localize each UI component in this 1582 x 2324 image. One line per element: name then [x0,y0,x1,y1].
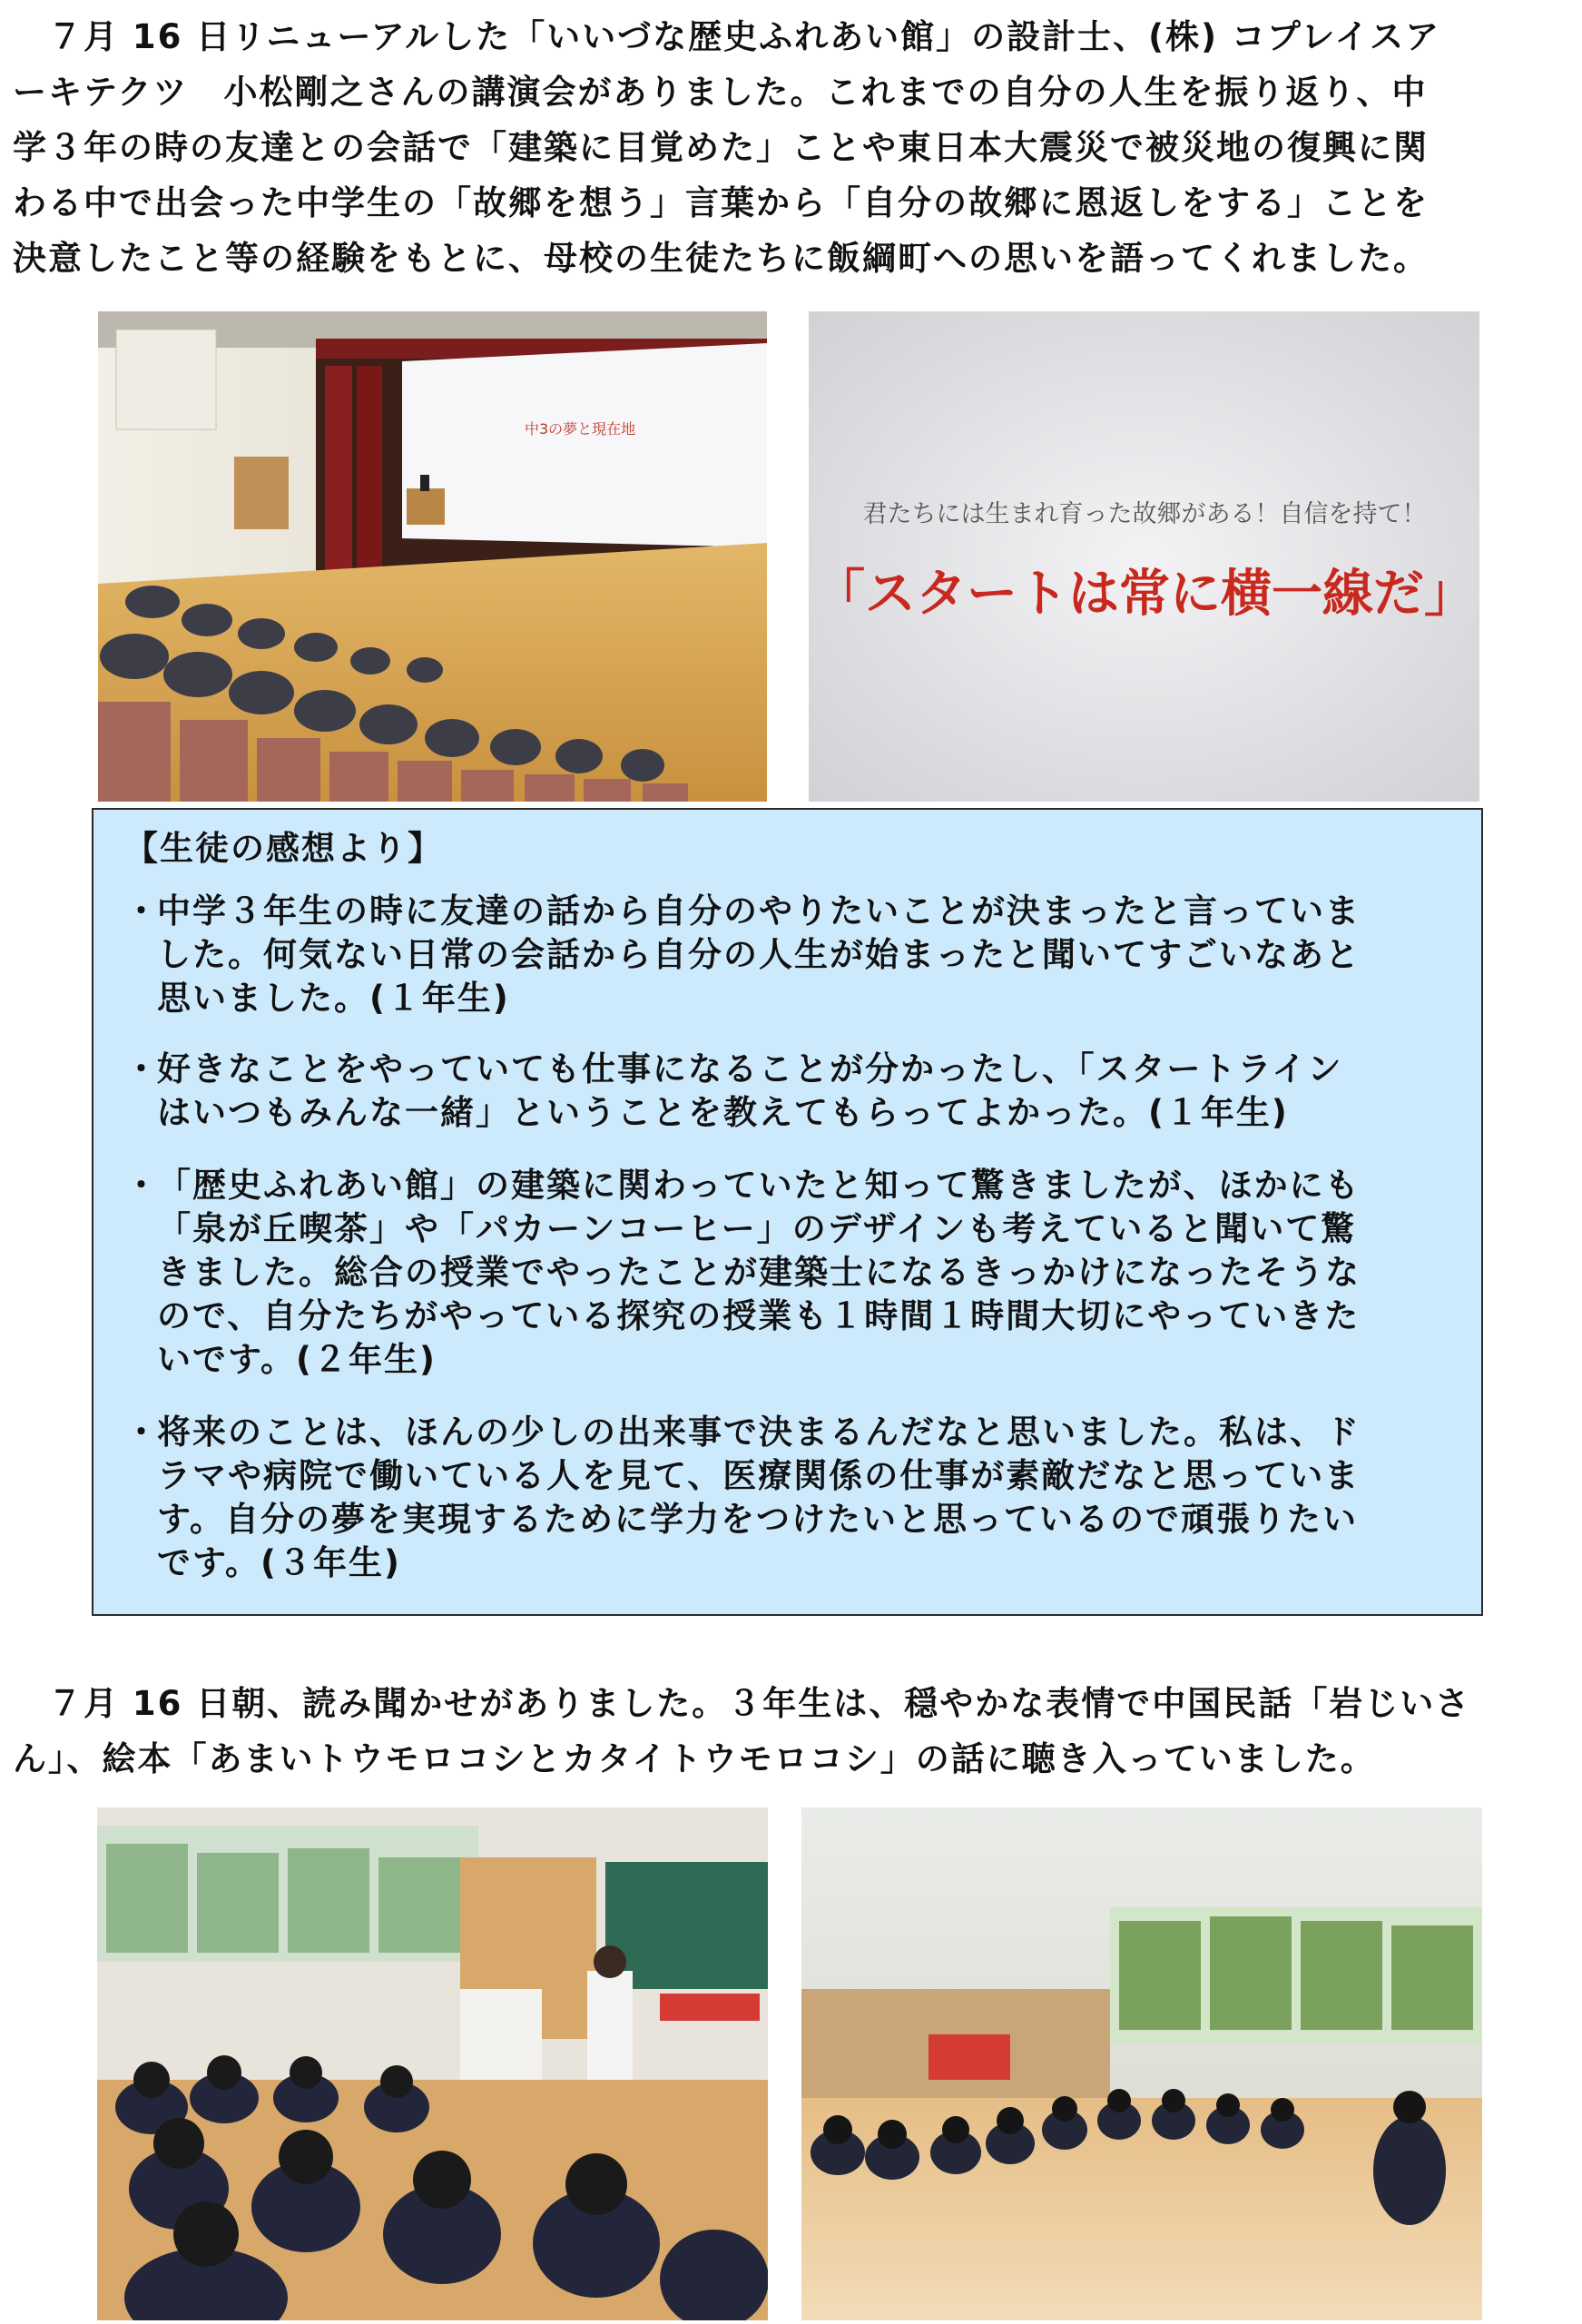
classroom-reading-photo-2 [801,1807,1482,2320]
text-line: 好きなことをやっていても仕事になることが分かったし、「スタートライン [157,1049,1343,1088]
text-line: です。(３年生) [157,1543,401,1582]
text-line: す。自分の夢を実現するために学力をつけたいと思っているので頑張りたい [157,1500,1359,1539]
slide-headline: 「スタートは常に横一線だ」 [814,565,1475,624]
impressions-heading: 【生徒の感想より】 [124,829,443,868]
projected-slide-text: 中3の夢と現在地 [525,420,636,438]
text-line: 「泉が丘喫茶」や「パカーンコーヒー」のデザインも考えていると聞いて驚 [157,1209,1357,1248]
text-line: 学３年の時の友達との会話で「建築に目覚めた」ことや東日本大震災で被災地の復興に関 [13,128,1429,167]
text-line: ７月 16 日朝、読み聞かせがありました。３年生は、穏やかな表情で中国民話「岩じいさ [13,1684,1471,1723]
bullet: ・ [124,891,160,931]
bullet: ・ [124,1166,160,1205]
auditorium-lecture-photo [98,311,767,802]
text-line: した。何気ない日常の会話から自分の人生が始まったと聞いてすごいなあと [157,935,1361,974]
bullet: ・ [124,1413,160,1452]
text-line: わる中で出会った中学生の「故郷を想う」言葉から「自分の故郷に恩返しをする」ことを [13,183,1429,222]
text-line: 将来のことは、ほんの少しの出来事で決まるんだなと思いました。私は、ド [157,1413,1361,1452]
text-line: 中学３年生の時に友達の話から自分のやりたいことが決まったと言っていま [157,891,1361,931]
text-line: 「歴史ふれあい館」の建築に関わっていたと知って驚きましたが、ほかにも [157,1166,1361,1205]
impression-item [124,890,1459,1020]
text-line: いです。(２年生) [157,1340,437,1379]
impression-item [124,1411,1459,1585]
student-impressions-box [92,808,1483,1616]
classroom-reading-photo-1 [97,1807,768,2320]
text-line: 決意したこと等の経験をもとに、母校の生徒たちに飯綱町への思いを語ってくれました。 [13,239,1429,278]
text-line: ７月 16 日リニューアルした「いいづな歴史ふれあい館」の設計士、(株) コプレイスア [13,17,1441,56]
text-line: ラマや病院で働いている人を見て、医療関係の仕事が素敵だなと思っていま [157,1456,1361,1495]
bullet: ・ [124,1049,160,1088]
article-2-text [13,1676,1547,1787]
text-line: ーキテクツ 小松剛之さんの講演会がありました。これまでの自分の人生を振り返り、中 [13,73,1428,112]
text-line: 思いました。(１年生) [157,979,510,1018]
impression-item [124,1164,1459,1382]
text-line: きました。総合の授業でやったことが建築士になるきっかけになったそうな [157,1253,1361,1292]
impression-item [124,1048,1459,1135]
lecture-slide-photo [809,311,1479,802]
text-line: ので、自分たちがやっている探究の授業も１時間１時間大切にやっていきた [157,1296,1361,1335]
text-line: はいつもみんな一緒」ということを教えてもらってよかった。(１年生) [157,1093,1289,1132]
article-1-text [13,9,1547,286]
text-line: ん」、絵本「あまいトウモロコシとカタイトウモロコシ」の話に聴き入っていました。 [13,1739,1376,1778]
slide-subtitle: 君たちには生まれ育った故郷がある！自信を持て！ [862,500,1427,528]
